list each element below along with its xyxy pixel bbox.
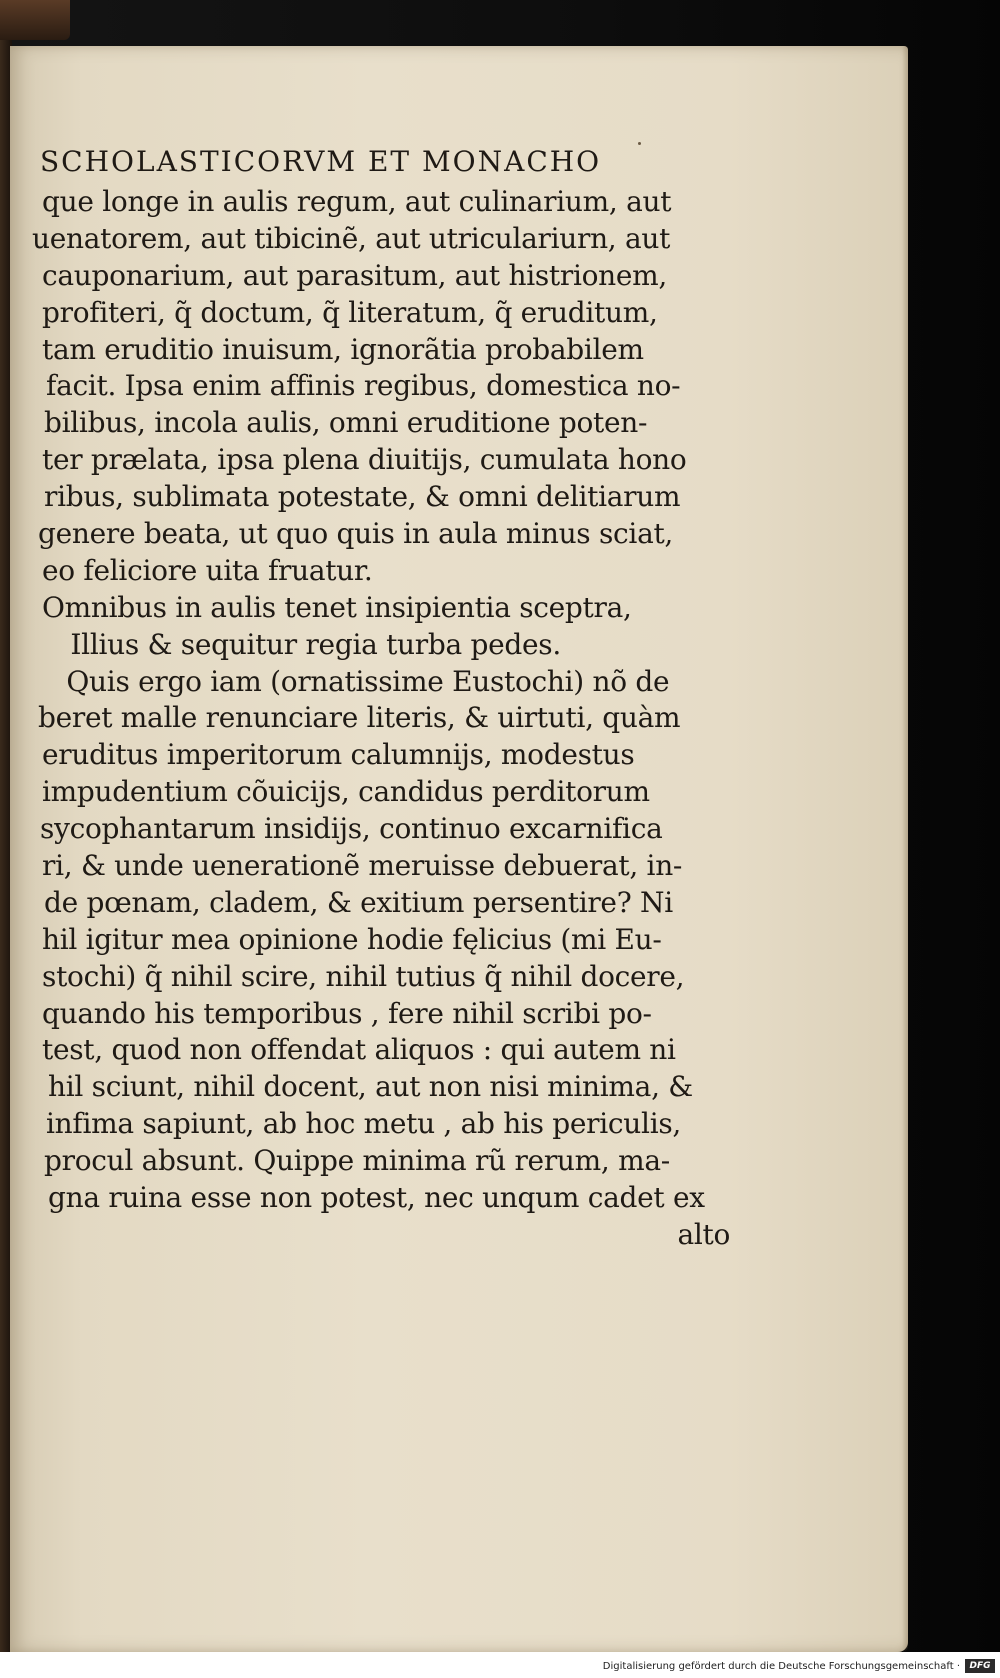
text-line: bilibus, incola aulis, omni eruditione poten- [44,406,648,440]
text-line: que longe in aulis regum, aut culinarium, aut [42,185,672,218]
text-line: genere beata, ut quo quis in aula minus sciat, [38,517,674,551]
text-line: gna ruina esse non potest, nec unqum cadet ex [48,1181,705,1215]
binding-corner [0,0,70,40]
page-edge-shadow [902,46,908,1652]
page-text-block [30,140,730,1254]
text-line: Illius & sequitur regia turba pedes. [36,627,561,661]
text-line: uenatorem, aut tibicinẽ, aut utriculariurn, aut [32,221,671,255]
text-line: Quis ergo iam (ornatissime Eustochi) nõ de [32,664,670,698]
text-line: quando his temporibus , fere nihil scribi po- [42,996,652,1030]
text-line: tam eruditio inuisum, ignorãtia probabilem [42,332,644,366]
text-line: hil sciunt, nihil docent, aut non nisi minima, & [48,1070,693,1104]
text-line: ri, & unde uenerationẽ meruisse debuerat, in- [42,849,683,883]
text-line: cauponarium, aut parasitum, aut histrionem, [42,258,668,292]
text-line: Omnibus in aulis tenet insipientia sceptra, [42,590,632,624]
text-line: stochi) q̃ nihil scire, nihil tutius q̃ nihil docere, [42,959,685,993]
text-line: infima sapiunt, ab hoc metu , ab his periculis, [46,1107,682,1141]
text-line: eruditus imperitorum calumnijs, modestus [42,738,635,772]
text-line: ribus, sublimata potestate, & omni delitiarum [44,480,681,514]
running-heading: SCHOLASTICORVM ET MONACHO [40,145,602,178]
text-line: de pœnam, cladem, & exitium persentire? Ni [44,885,673,919]
text-line: beret malle renunciare literis, & uirtuti, quàm [38,701,681,735]
funding-credit: Digitalisierung gefördert durch die Deutsche Forschungsgemeinschaft · [602,1661,960,1672]
text-line: profiteri, q̃ doctum, q̃ literatum, q̃ eruditum, [42,295,658,329]
catchword: alto [677,1217,730,1251]
text-line: impudentium cõuicijs, candidus perditorum [42,775,650,809]
text-line: procul absunt. Quippe minima rũ rerum, ma- [44,1144,670,1178]
dfg-logo: DFG [965,1659,995,1673]
text-line: ter prælata, ipsa plena diuitijs, cumulata hono [42,443,687,477]
text-line: eo feliciore uita fruatur. [42,553,373,587]
text-line: test, quod non offendat aliquos : qui autem ni [42,1033,676,1067]
text-line: sycophantarum insidijs, continuo excarnifica [40,812,663,846]
text-line: facit. Ipsa enim affinis regibus, domestica no- [46,369,681,403]
text-lines [30,184,730,1217]
text-line: hil igitur mea opinione hodie fęlicius (mi Eu- [42,922,662,956]
